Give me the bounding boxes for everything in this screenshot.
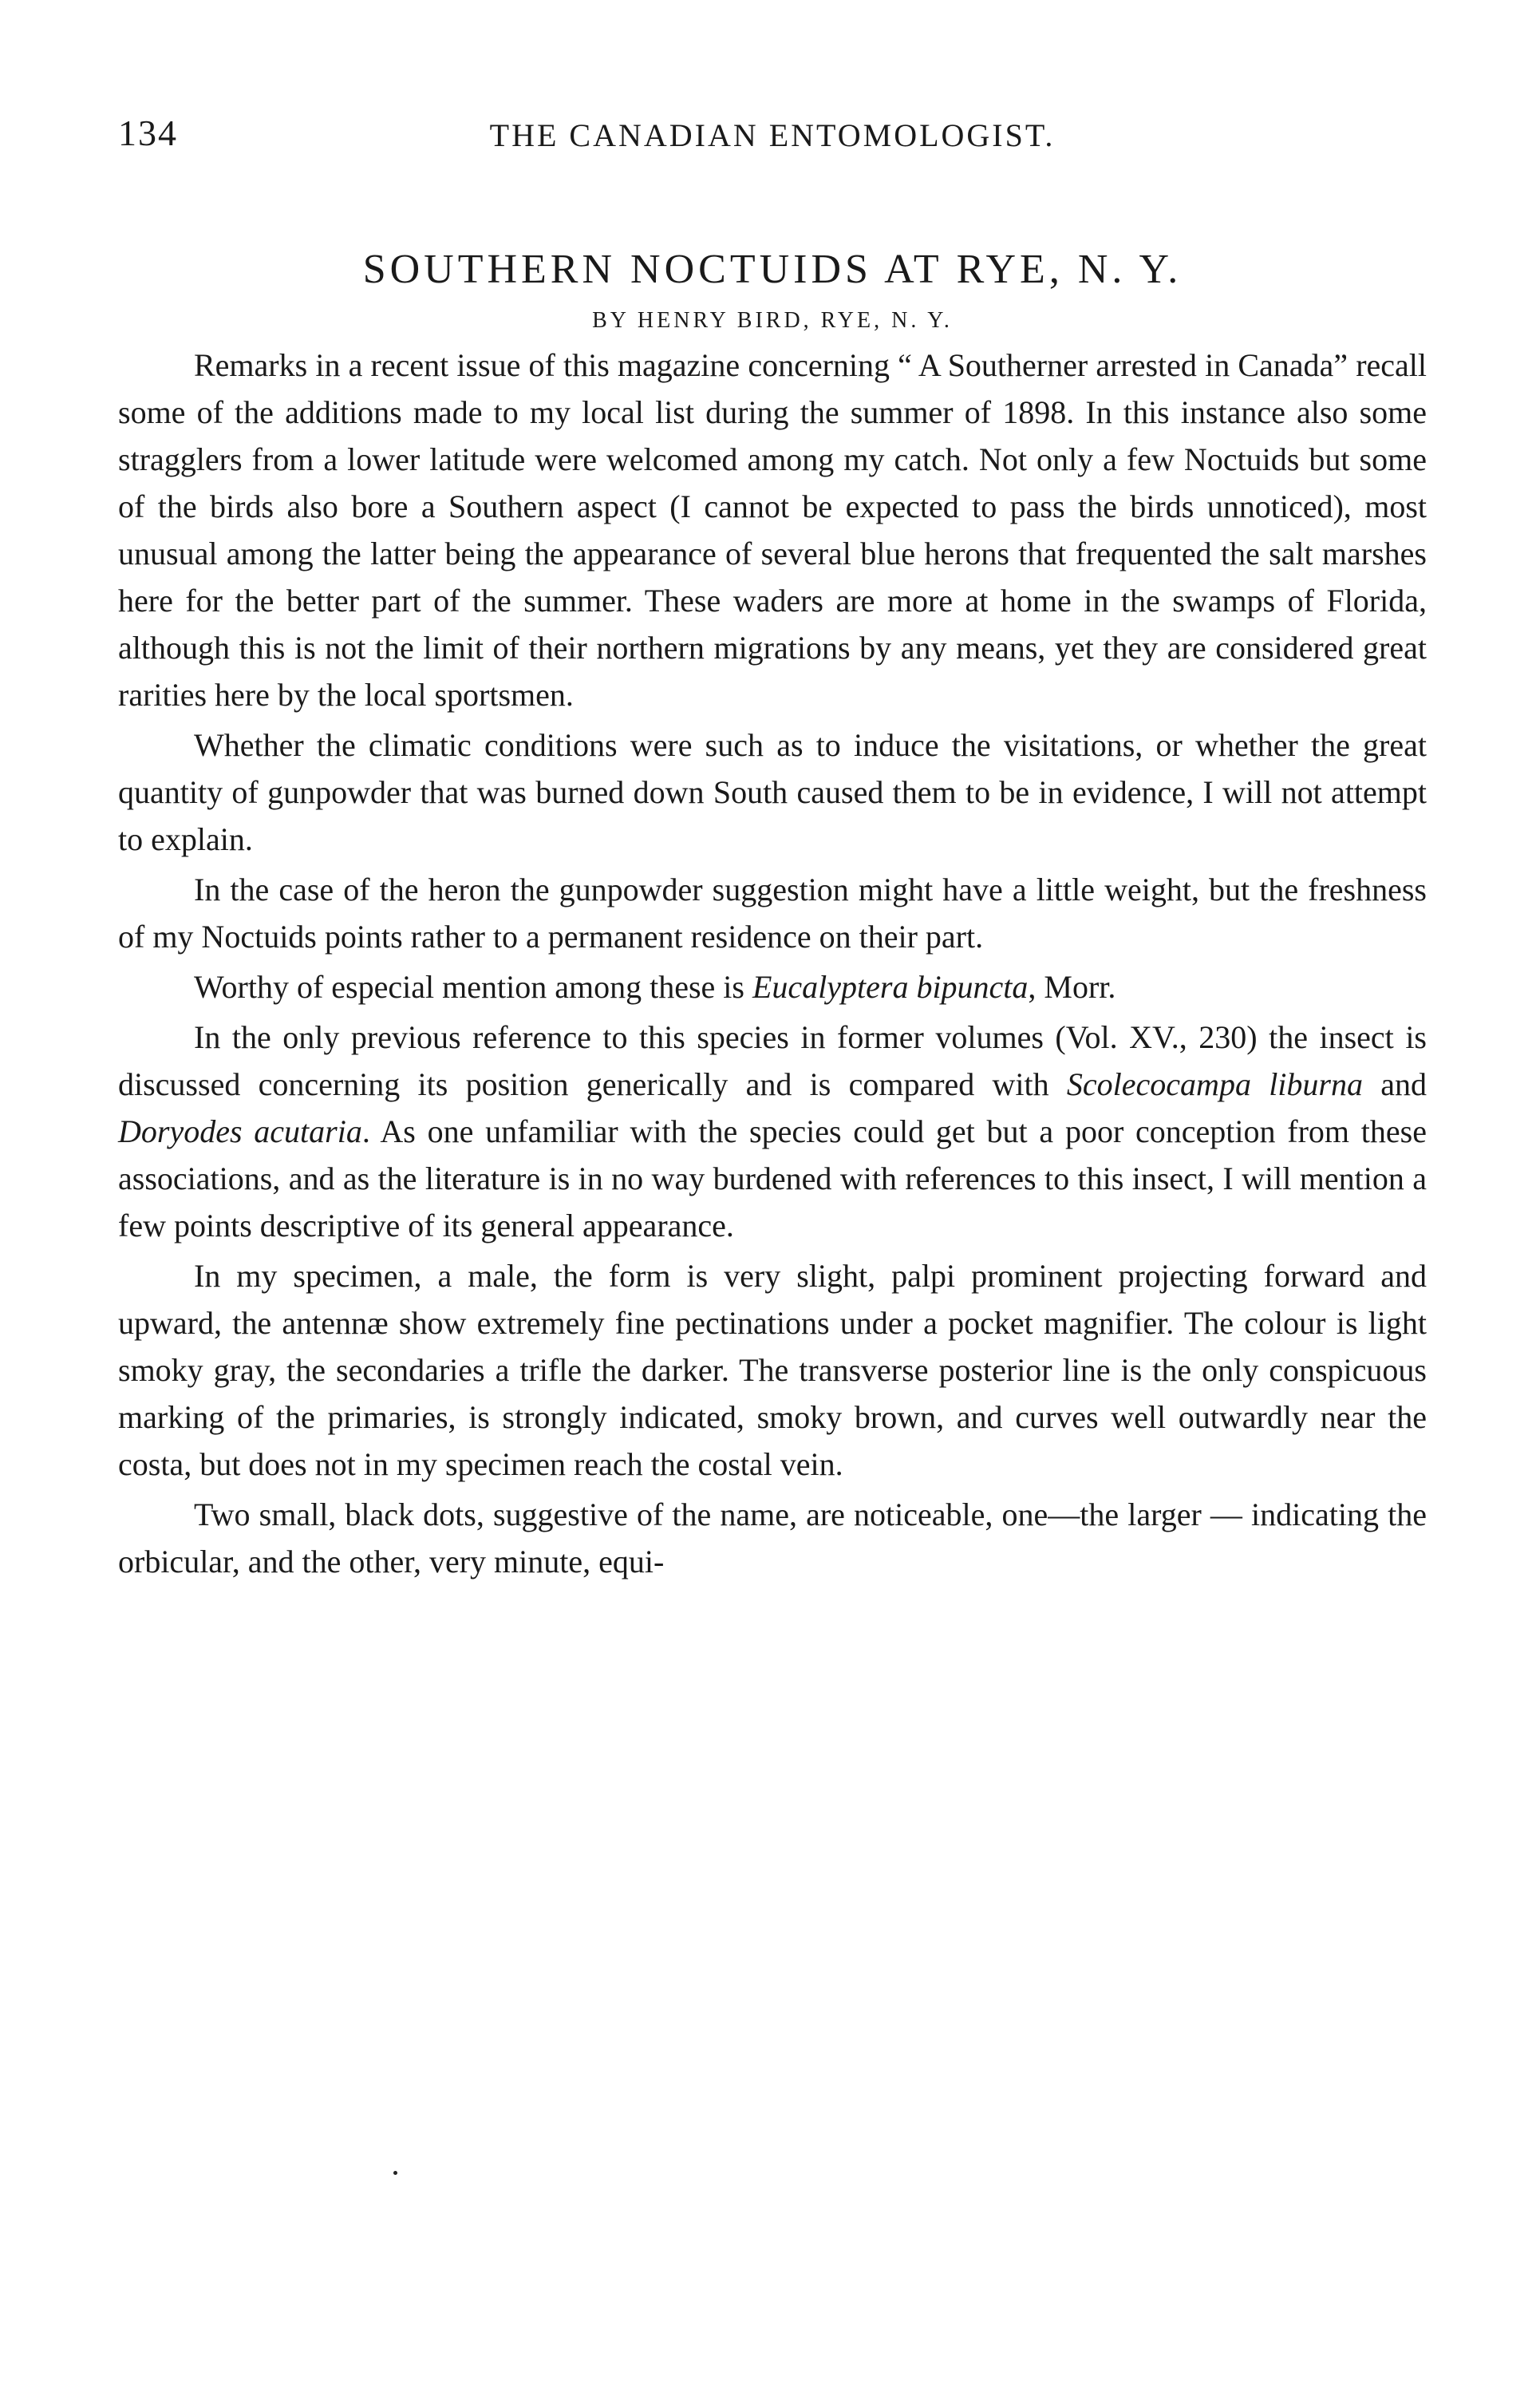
paragraph	[118, 1014, 1427, 1249]
species-name: Eucalyptera bipuncta	[752, 969, 1029, 1005]
article-body	[118, 342, 1427, 1585]
byline: BY HENRY BIRD, RYE, N. Y.	[592, 308, 953, 333]
text-run: Worthy of especial mention among these is	[194, 969, 752, 1005]
journal-name: THE CANADIAN ENTOMOLOGIST.	[489, 117, 1056, 153]
paragraph	[118, 963, 1427, 1010]
text-run: . As one unfamiliar with the species could get but a poor conception from these associations, and as the literature is in no way burdened with references to this insect, I will mention a few points descriptive of its general appearance.	[118, 1113, 1427, 1243]
text-run: In the only previous reference to this species in former volumes (Vol. XV., 230) the insect is discussed concerning its position generically and is compared with	[118, 1019, 1427, 1102]
article-title: SOUTHERN NOCTUIDS AT RYE, N. Y.	[362, 247, 1183, 292]
species-name: Doryodes acutaria	[118, 1113, 362, 1149]
paragraph: In the case of the heron the gunpowder suggestion might have a little weight, but the freshness of my Noctuids points rather to a permanent residence on their part.	[118, 872, 1427, 955]
ink-speck	[393, 2171, 397, 2175]
species-name: Scolecocampa liburna	[1066, 1066, 1363, 1102]
running-head	[118, 112, 1427, 160]
paragraph: Remarks in a recent issue of this magazine concerning “ A Southerner arrested in Canada” recall some of the additions made to my local list during the summer of 1898. In this instance also some stragglers from a lower latitude were welcomed among my catch. Not only a few Noctuids but some of the birds also bore a Southern aspect (I cannot be expected to pass the birds unnoticed), most unusual among the latter being the appearance of several blue herons that frequented the salt marshes here for the better part of the summer. These waders are more at home in the swamps of Florida, although this is not the limit of their northern migrations by any means, yet they are considered great rarities here by the local sportsmen.	[118, 347, 1427, 713]
text-run: and	[1362, 1066, 1427, 1102]
paragraph: Two small, black dots, suggestive of the name, are noticeable, one—the larger — indicating the orbicular, and the other, very minute, equi-	[118, 1496, 1427, 1580]
paragraph: In my specimen, a male, the form is very slight, palpi prominent projecting forward and upward, the antennæ show extremely fine pectinations under a pocket magnifier. The colour is light smoky gray, the secondaries a trifle the darker. The transverse posterior line is the only conspicuous marking of the primaries, is strongly indicated, smoky brown, and curves well outwardly near the costa, but does not in my specimen reach the costal vein.	[118, 1258, 1427, 1482]
page-number: 134	[118, 113, 178, 153]
paragraph: Whether the climatic conditions were such as to induce the visitations, or whether the great quantity of gunpowder that was burned down South caused them to be in evidence, I will not attempt to explain.	[118, 727, 1427, 857]
page	[118, 112, 1427, 1588]
text-run: , Morr.	[1028, 969, 1116, 1005]
